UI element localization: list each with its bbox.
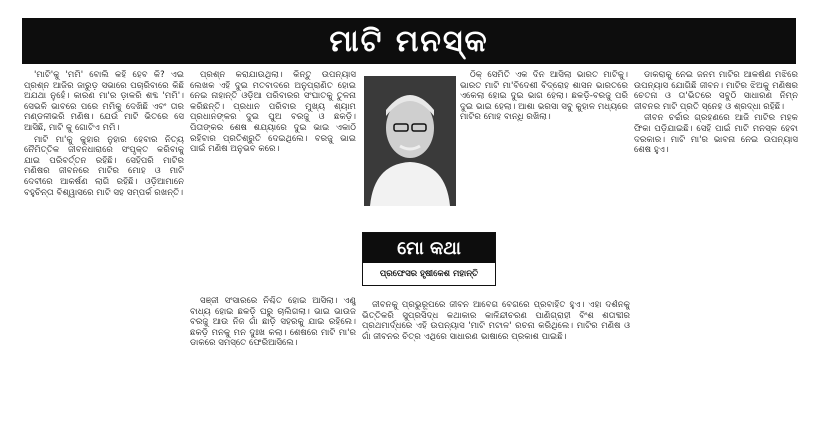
column-label-box xyxy=(362,232,496,286)
paragraph: ପ୍ରଶ୍ନ କରାଯାଉଥିଲା। କିନ୍ତୁ ଉପନ୍ୟାସ ଲେଖକ ଏହି ଦୁଇ ମତବାଦରେ ଅନୁପ୍ରାଣିତ ହୋଇ ନେଇ ନାହାନ୍ତି ଓଡ଼ିଆ ପରିବାରର ସଂଘାତକୁ ତୁଳନା କରିଛନ୍ତି। ପ୍ରଧାନ ପରିବାର ମୁଖ୍ୟ ଶ୍ୟାମ ପ୍ରଧାନଙ୍କର ଦୁଇ ପୁଅ ବରଜୁ ଓ ଛକଡ଼ି। ପିତାଙ୍କର ଶେଷ ଶଯ୍ୟାରେ ଦୁଇ ଭାଇ ଏକାଠି ରହିବାର ପ୍ରତିଶ୍ରୁତି ଦେଇଥିଲେ। ବରଜୁ ଭାଇ ପାଇଁ ମଣିଷ ଅନୁଭବ କରେ। xyxy=(190,70,356,155)
paragraph: ଠିକ୍ ସେମିତି ଏକ ଦିନ ଆସିଲା ଭାରତ ମାଟିକୁ। ଭାରତ ମାଟି ମା'ବିଦେଶୀ ବିଦ୍ରୋହ ଶାସନ ଭାରତରେ ଏକେଲା ହୋଇ ଦୁଇ ଭାଗ ହେଲା। ଛକଡ଼ି-ବରଜୁ ପରି ଦୁଇ ଭାଇ ହେଲା। ଆଶା ଭରସା ସବୁ କୁହାଳ ମଧ୍ୟରେ ମାଟିର ମୋହ ବାନ୍ଧି ରଖିଲା। xyxy=(460,70,628,123)
title-banner xyxy=(22,18,796,64)
paragraph: ମାଟି ମା'କୁ କୁହାର ନୁହାର ହେବାର ନିତ୍ୟ ନୈମିତ୍ତିକ ଜୀବନଧାରାରେ ସଂପୃକ୍ତ କରିବାକୁ ଯାଇ ପରିବର୍ତ୍ତନ ରହିଛି। ସେହିପରି ମାଟିର ମଣିଷର ଜୀବନରେ ମାଟିର ମୋହ ଓ ମାଟି ଦେବୀରେ ଆକର୍ଷଣ ଲାଗି ରହିଛି। ଓଡ଼ିଆମାନେ ବହୁଚିନ୍ତା ବିଶ୍ୱାସରେ ମାଟି ସହ ସମ୍ପର୍କ ରଖନ୍ତି। xyxy=(24,134,184,198)
article-column-2-lower xyxy=(190,296,356,436)
page-title: ମାଟି ମନସ୍କ xyxy=(329,23,489,59)
paragraph: ଡାକରାକୁ ନେଇ ଜନମ ମାଟିର ଆକର୍ଷଣ ମଝିରେ ଉପନ୍ୟାସ ଯୋଗିଛି ଜୀବନ। ମାଟିର ଝିଅକୁ ମଣିଷର ଚେତନା ଓ ତା'ଭିତରେ ସବୁଠି ସାଧାରଣ ନିମ୍ନ ଜୀବନର ମାଟି ପ୍ରତି ସ୍ନେହ ଓ ଶ୍ରଦ୍ଧା ରହିଛି। xyxy=(634,70,798,112)
paragraph: ଜୀବନକୁ ପ୍ରଭୁରୂପରେ ଜୀବନ ଆବେଗ ବେଗରେ ପ୍ରବାହିତ ହୁଏ। ଏହା ଦର୍ଶନକୁ ଭିତ୍ତିକରି ସୁପ୍ରସିଦ୍ଧ କଥାକାର କାଳିନ୍ଦୀଚରଣ ପାଣିଗ୍ରାହୀ ବିଂଶ ଶତାବ୍ଦୀର ପ୍ରଥମାର୍ଦ୍ଧରେ ଏହି ଉପନ୍ୟାସ 'ମାଟି ମଟାଳ' ରଚନା କରିଥିଲେ। ମାଟିର ମଣିଷ ଓ ଗାଁ ଜୀବନର ଚିତ୍ର ଏଥିରେ ସାଧାରଣ ଭାଷାରେ ପ୍ରକାଶ ପାଇଛି। xyxy=(362,300,630,342)
paragraph: ସଞ୍ଜୀ ସଂସାରରେ ନିଶ୍ଚିତ ହୋଇ ଆସିଲା। ଏଣୁ ବାଧ୍ୟ ହୋଇ ଛକଡ଼ି ଘରୁ ଚାଲିଗଲା। ଭାଇ ଭାଉଜ ବରଜୁ ଆଉ ନିଜ ଗାଁ ଛାଡ଼ି ସହରକୁ ଯାଇ ରହିଲେ। ଛକଡ଼ି ମନକୁ ମନ ଦୁଃଖ କଲା। ଶେଷରେ ମାଟି ମା'ର ଡାକରେ ସମସ୍ତେ ଫେରିଆସିଲେ। xyxy=(190,296,356,349)
article-column-3 xyxy=(362,300,630,436)
paragraph: ଜୀବନ ଚର୍ଚ୍ଚାର ଗ୍ରହଣରେ ଆଜି ମାଟିର ମହକ ଫିକା ପଡ଼ିଯାଇଛି। ସେହି ପାଇଁ ମାଟି ମନସ୍କ ହେବା ଦରକାର। ମାଟି ମା'ର ଭାବନା ନେଇ ଉପନ୍ୟାସ ଶେଷ ହୁଏ। xyxy=(634,113,798,156)
article-column-2 xyxy=(190,70,356,288)
paragraph: 'ମାଟି'କୁ 'ମମି' ବୋଲି କହି ହେବ କି? ଏଇ ପ୍ରଶ୍ନ ଆଜିର ଜାରୁଡ଼ ସଭାରେ ପଚାରିବାରେ କିଛି ଅଯଥା ନୁହେଁ। କାରଣ ମା'ର ଡ଼ାକରି ଶବ୍ଦ 'ମମି'। ସେଭଳି ଭାବରେ ପରେ ମମିକୁ ଦେଖିଛି ଏବଂ ତାର ମଣ୍ଡଳୀଭରି ମଣିଷ। ଯେଉଁ ମାଟି ଭିତରେ ସେ ଆସିଛି, ମାଟି କୁ ଗୋଟିଏ ମମି। xyxy=(24,70,184,133)
article-column-1 xyxy=(24,70,184,436)
author-name: ପ୍ରଫେସର ହୃଷୀକେଶ ମହାନ୍ତି xyxy=(379,269,479,279)
column-title: ମୋ କଥା xyxy=(363,233,495,263)
author-photo xyxy=(364,76,456,206)
article-column-4 xyxy=(634,70,798,436)
